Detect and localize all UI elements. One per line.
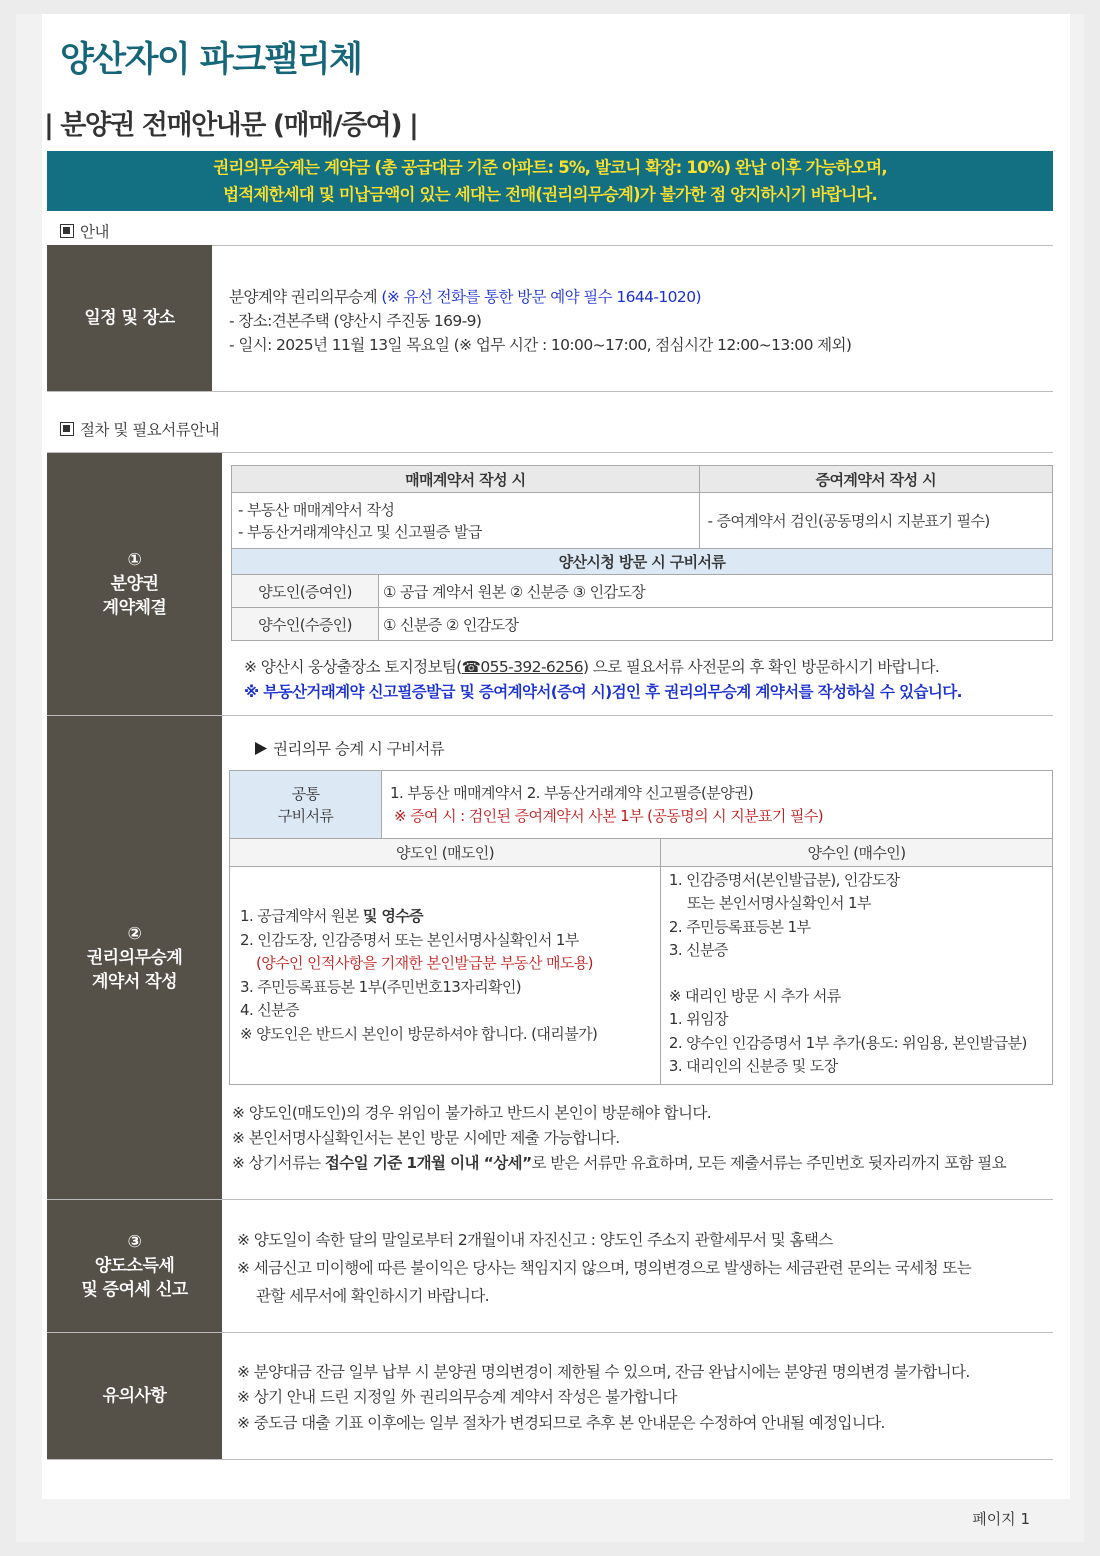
page-subtitle: | 분양권 전매안내문 (매매/증여) | <box>44 110 418 141</box>
col-gift-header: 증여계약서 작성 시 <box>699 466 1052 493</box>
step2-note-3: ※ 상기서류는 접수일 기준 1개월 이내 “상세”로 받은 서류만 유효하며, 모든 제출서류는 주민번호 뒷자리까지 포함 필요 <box>232 1154 1007 1172</box>
col-sale-header: 매매계약서 작성 시 <box>232 466 700 493</box>
step3-heading-cell: ③ 양도소득세 및 증여세 신고 <box>47 1200 222 1332</box>
caution-heading-cell: 유의사항 <box>47 1333 222 1459</box>
buyer-header: 양수인 (매수인) <box>660 839 1052 867</box>
step2-note-1: ※ 양도인(매도인)의 경우 위임이 불가하고 반드시 본인이 방문해야 합니다. <box>232 1104 712 1122</box>
step3-note-1: ※ 양도일이 속한 달의 말일로부터 2개월이내 자진신고 : 양도인 주소지 관할세무서 및 홈택스 <box>237 1231 833 1249</box>
notice-banner <box>47 151 1053 211</box>
schedule-line-1: 분양계약 권리의무승계 (※ 유선 전화를 통한 방문 예약 필수 1644-1020) <box>229 288 701 306</box>
checkbox-square-icon <box>60 422 74 436</box>
section-procedure-label: 절차 및 필요서류안내 <box>60 418 219 440</box>
common-docs-label: 공통 구비서류 <box>230 771 382 839</box>
step2-arrow-title: 권리의무 승계 시 구비서류 <box>255 737 444 759</box>
banner-line-1: 권리의무승계는 계약금 (총 공급대금 기준 아파트: 5%, 발코니 확장: 10%) 완납 이후 가능하오며, <box>213 158 887 177</box>
step2-documents-table <box>229 770 1053 1085</box>
common-docs: 1. 부동산 매매계약서 2. 부동산거래계약 신고필증(분양권) ※ 증여 시 : 검인된 증여계약서 사본 1부 (공동명의 시 지분표기 필수) <box>382 771 1053 839</box>
banner-line-2: 법적제한세대 및 미납금액이 있는 세대는 전매(권리의무승계)가 불가한 점 양지하시기 바랍니다. <box>223 185 877 204</box>
transferee-docs: ① 신분증 ② 인감도장 <box>379 608 1053 641</box>
divider <box>47 391 1053 392</box>
page-title: 양산자이 파크팰리체 <box>60 40 362 80</box>
gift-items: - 증여계약서 검인(공동명의시 지분표기 필수) <box>699 493 1052 549</box>
step2-note-2: ※ 본인서명사실확인서는 본인 방문 시에만 제출 가능합니다. <box>232 1129 620 1147</box>
divider <box>47 1459 1053 1460</box>
step1-heading-cell: ① 분양권 계약체결 <box>47 453 222 715</box>
caution-note-2: ※ 상기 안내 드린 지정일 外 권리의무승계 계약서 작성은 불가합니다 <box>237 1388 677 1406</box>
section-guide-label: 안내 <box>60 220 109 242</box>
city-docs-header: 양산시청 방문 시 구비서류 <box>232 549 1053 575</box>
buyer-docs: 1. 인감증명서(본인발급분), 인감도장 또는 본인서명사실확인서 1부 2. 주민등록표등본 1부 3. 신분증 ※ 대리인 방문 시 추가 서류 1. 위임장 2. 양수인 인감증명서 1부 추가(용도: 위임용, 본인발급분) 3. 대리인의 신분증 및 도장 <box>660 867 1052 1085</box>
caution-note-1: ※ 분양대금 잔금 일부 납부 시 분양권 명의변경이 제한될 수 있으며, 잔금 완납시에는 분양권 명의변경 불가합니다. <box>237 1363 970 1381</box>
schedule-heading-cell: 일정 및 장소 <box>47 245 212 391</box>
transferee-label: 양수인(수증인) <box>232 608 379 641</box>
checkbox-square-icon <box>60 224 74 238</box>
step1-note-1: ※ 양산시 웅상출장소 토지정보팀(☎055-392-6256) 으로 필요서류 사전문의 후 확인 방문하시기 바랍니다. <box>244 658 940 676</box>
schedule-place: - 장소:견본주택 (양산시 주진동 169-9) <box>229 312 482 330</box>
triangle-right-icon <box>255 742 267 755</box>
step1-documents-table <box>231 465 1053 641</box>
sale-items: - 부동산 매매계약서 작성 - 부동산거래계약신고 및 신고필증 발급 <box>232 493 700 549</box>
seller-header: 양도인 (매도인) <box>230 839 661 867</box>
step3-note-3: 관할 세무서에 확인하시기 바랍니다. <box>256 1287 489 1305</box>
transferor-label: 양도인(증여인) <box>232 575 379 608</box>
step2-heading-cell: ② 권리의무승계 계약서 작성 <box>47 716 222 1199</box>
page-number: 페이지 1 <box>972 1510 1030 1528</box>
step3-note-2: ※ 세금신고 미이행에 따른 불이익은 당사는 책임지지 않으며, 명의변경으로 발생하는 세금관련 문의는 국세청 또는 <box>237 1259 972 1277</box>
transferor-docs: ① 공급 계약서 원본 ② 신분증 ③ 인감도장 <box>379 575 1053 608</box>
step1-note-2: ※ 부동산거래계약 신고필증발급 및 증여계약서(증여 시)검인 후 권리의무승계 계약서를 작성하실 수 있습니다. <box>244 683 962 701</box>
schedule-datetime: - 일시: 2025년 11월 13일 목요일 (※ 업무 시간 : 10:00~17:00, 점심시간 12:00~13:00 제외) <box>229 336 852 354</box>
caution-note-3: ※ 중도금 대출 기표 이후에는 일부 절차가 변경되므로 추후 본 안내문은 수정하여 안내될 예정입니다. <box>237 1414 885 1432</box>
seller-docs: 1. 공급계약서 원본 및 영수증 2. 인감도장, 인감증명서 또는 본인서명사실확인서 1부 (양수인 인적사항을 기재한 본인발급분 부동산 매도용) 3. 주민등록표등본 1부(주민번호13자리확인) 4. 신분증 ※ 양도인은 반드시 본인이 방문하셔야 합니다. (대리불가) <box>230 867 661 1085</box>
